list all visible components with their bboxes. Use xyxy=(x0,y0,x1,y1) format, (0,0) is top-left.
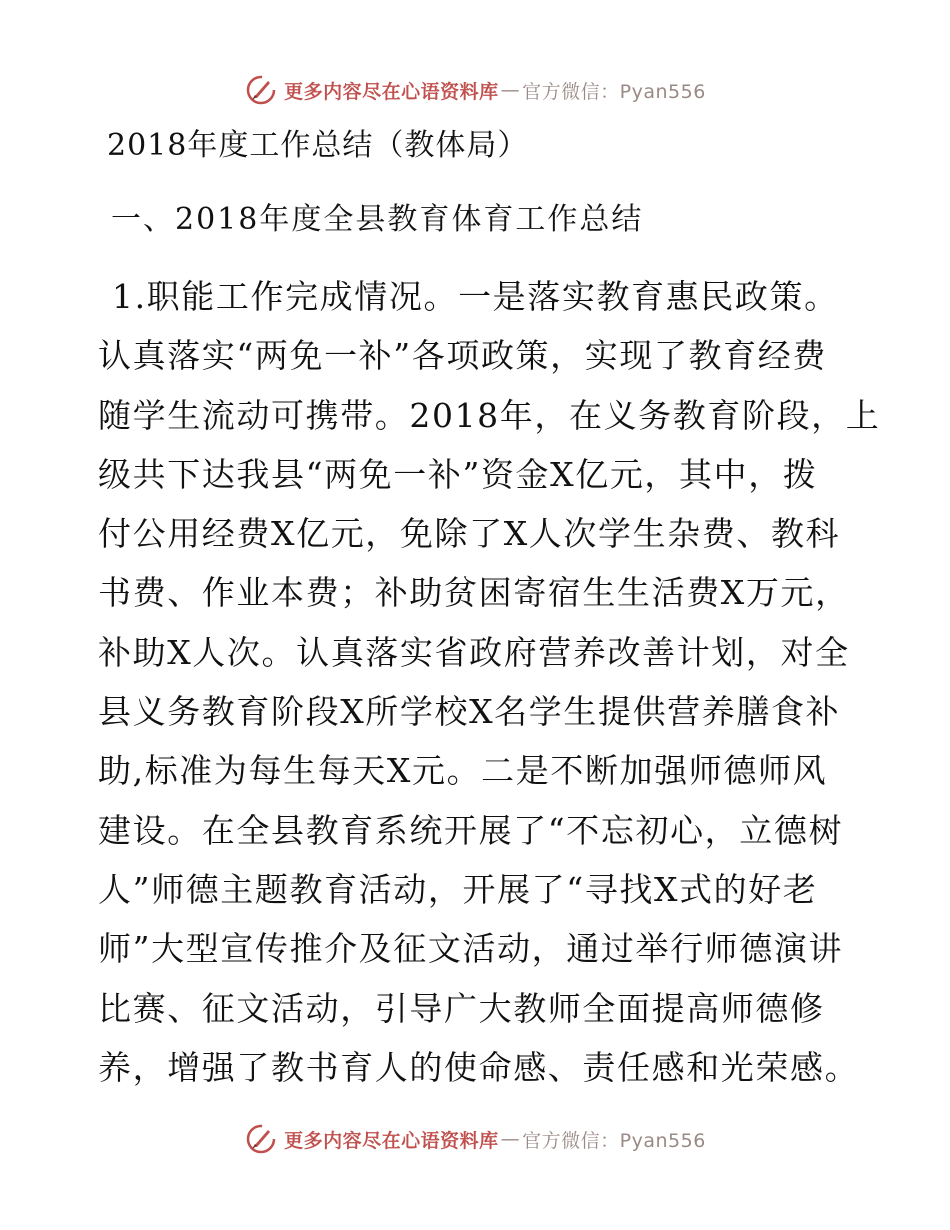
watermark-brand-text: 更多内容尽在心语资料库 xyxy=(284,80,499,103)
body-line: 比赛、征文活动，引导广大教师全面提高师德修 xyxy=(98,988,825,1028)
body-line: 随学生流动可携带。2018年，在义务教育阶段，上 xyxy=(98,395,881,435)
quill-pen-circle-icon xyxy=(244,73,278,107)
section-heading: 一、2018年度全县教育体育工作总结 xyxy=(111,202,644,237)
document-title: 2018年度工作总结（教体局） xyxy=(107,128,529,163)
body-paragraph xyxy=(98,267,881,1097)
body-line: 级共下达我县“两免一补”资金X亿元，其中，拨 xyxy=(98,454,818,494)
body-line: 人”师德主题教育活动，开展了“寻找X式的好老 xyxy=(98,869,818,909)
body-line: 1.职能工作完成情况。一是落实教育惠民政策。 xyxy=(112,277,839,316)
watermark-wechat-text: 官方微信：Pyan556 xyxy=(522,80,706,103)
body-line: 补助X人次。认真落实省政府营养改善计划，对全 xyxy=(98,632,850,672)
body-line: 书费、作业本费；补助贫困寄宿生生活费X万元， xyxy=(98,573,850,613)
watermark-wechat-text: 官方微信：Pyan556 xyxy=(522,1129,706,1152)
body-line: 付公用经费X亿元，免除了X人次学生杂费、教科 xyxy=(98,514,841,554)
body-line: 县义务教育阶段X所学校X名学生提供营养膳食补 xyxy=(98,692,841,732)
footer-watermark xyxy=(0,1119,950,1159)
watermark-brand-text: 更多内容尽在心语资料库 xyxy=(284,1129,499,1152)
body-line: 建设。在全县教育系统开展了“不忘初心，立德树 xyxy=(98,810,844,850)
header-watermark xyxy=(0,70,950,110)
watermark-separator: — xyxy=(500,1128,521,1150)
watermark-separator: — xyxy=(500,79,521,101)
body-line: 认真落实“两免一补”各项政策，实现了教育经费 xyxy=(98,336,827,376)
quill-pen-circle-icon xyxy=(244,1122,278,1156)
body-line: 师”大型宣传推介及征文活动，通过举行师德演讲 xyxy=(98,929,844,969)
body-line: 养，增强了教书育人的使命感、责任感和光荣感。 xyxy=(98,1047,860,1087)
body-line: 助,标准为每生每天X元。二是不断加强师德师风 xyxy=(98,751,828,791)
